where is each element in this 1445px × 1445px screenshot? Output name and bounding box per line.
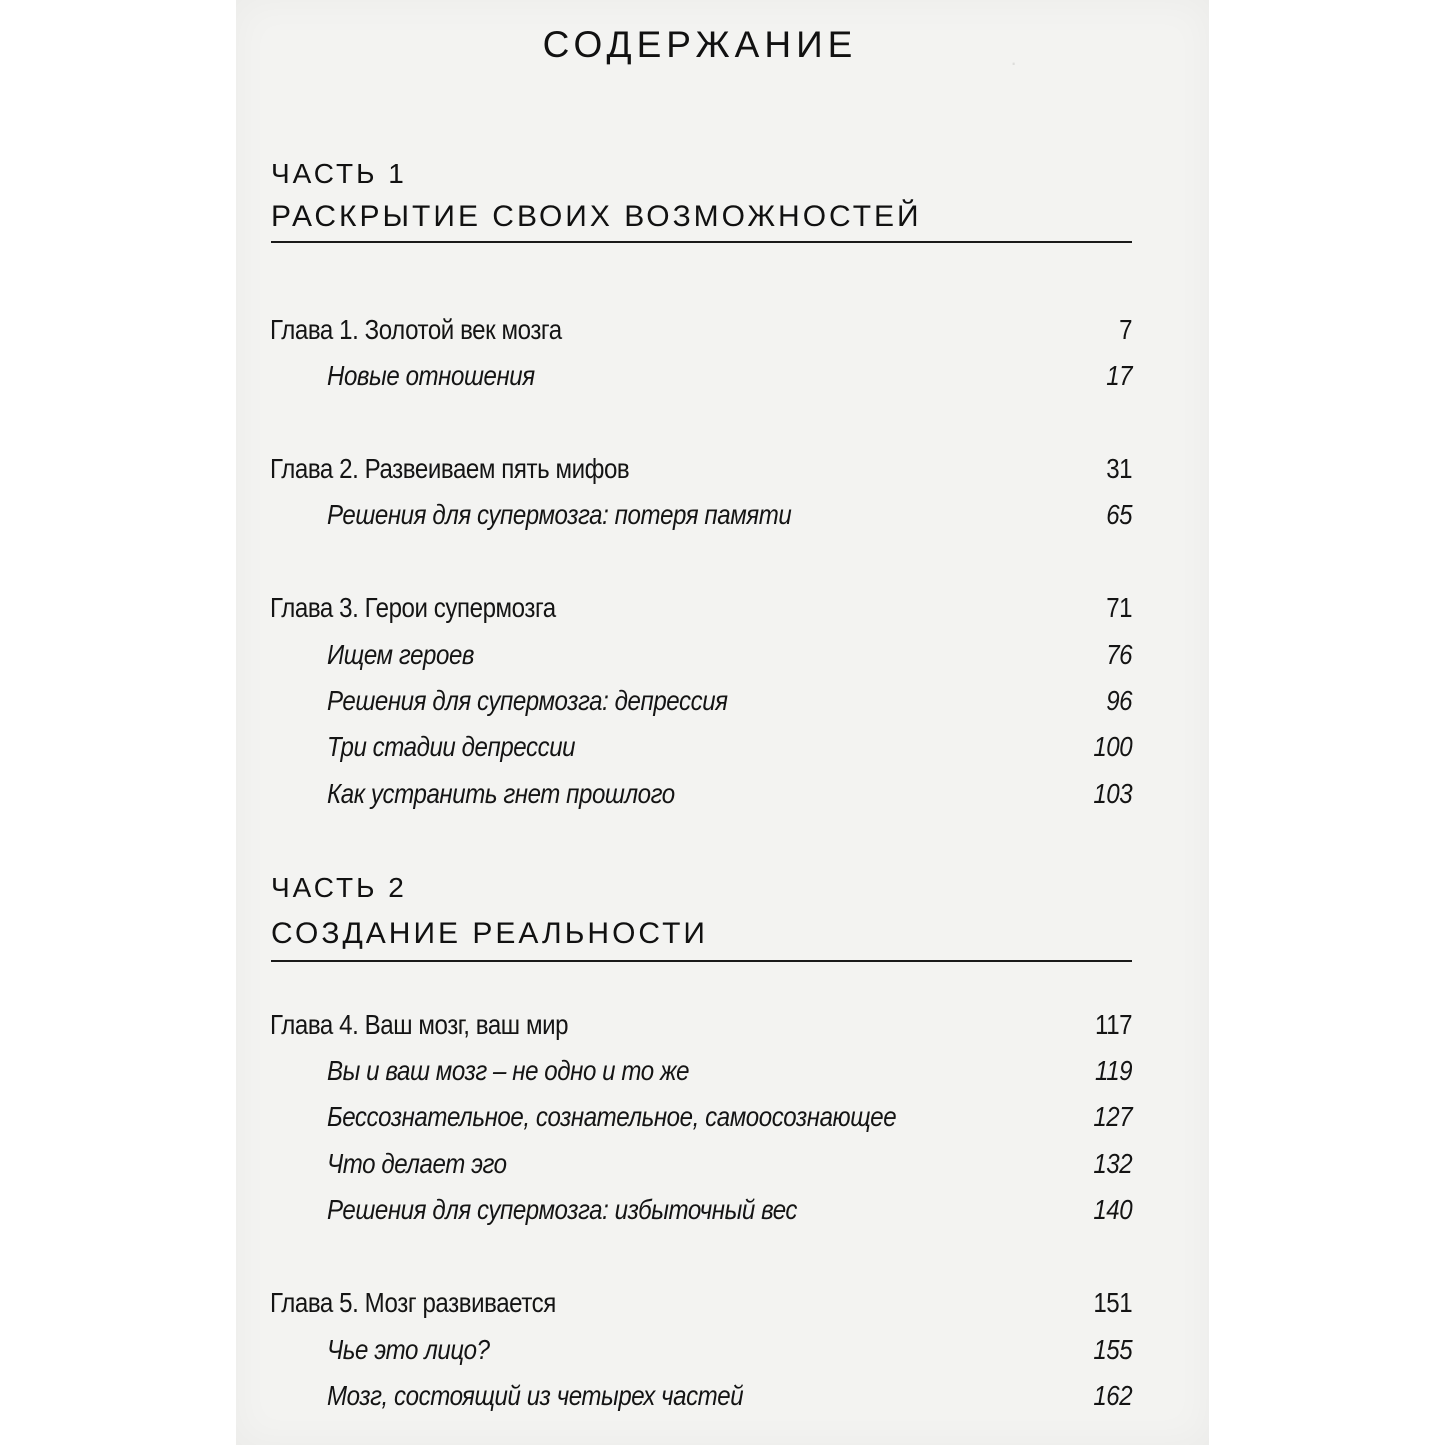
- page-number: 162: [1093, 1380, 1132, 1411]
- page-number: 127: [1093, 1101, 1132, 1132]
- page-number: 103: [1093, 778, 1132, 809]
- toc-chapter: [270, 453, 1132, 489]
- toc-section: [327, 731, 1132, 767]
- section-title: Три стадии депрессии: [327, 731, 576, 762]
- section-title: Решения для супермозга: депрессия: [327, 685, 728, 716]
- chapter-title: Глава 2. Развеиваем пять мифов: [270, 453, 630, 484]
- section-title: Ищем героев: [327, 639, 475, 670]
- page-number: 100: [1093, 731, 1132, 762]
- section-title: Бессознательное, сознательное, самоосознающее: [327, 1101, 897, 1132]
- part-divider: [271, 241, 1132, 243]
- section-title: Как устранить гнет прошлого: [327, 778, 675, 809]
- page-number: 132: [1093, 1148, 1132, 1179]
- page-number: 31: [1106, 453, 1132, 484]
- part-divider: [271, 960, 1132, 962]
- toc-section: [327, 1194, 1132, 1230]
- page-number: 117: [1094, 1009, 1132, 1040]
- toc-section: [327, 639, 1132, 675]
- toc-section: [327, 360, 1132, 396]
- show-through-texture: ·: [1010, 50, 1018, 75]
- part-title: СОЗДАНИЕ РЕАЛЬНОСТИ: [271, 917, 708, 950]
- page-number: 140: [1093, 1194, 1132, 1225]
- page-number: 151: [1093, 1287, 1132, 1318]
- toc-chapter: [270, 1009, 1132, 1045]
- chapter-title: Глава 3. Герои супермозга: [270, 592, 556, 623]
- section-title: Решения для супермозга: избыточный вес: [327, 1194, 798, 1225]
- toc-section: [327, 1380, 1132, 1416]
- toc-section: [327, 499, 1132, 535]
- toc-section: [327, 778, 1132, 814]
- chapter-title: Глава 1. Золотой век мозга: [270, 314, 562, 345]
- section-title: Что делает эго: [327, 1148, 507, 1179]
- toc-section: [327, 1101, 1132, 1137]
- page-number: 17: [1106, 360, 1132, 391]
- page-title: СОДЕРЖАНИЕ: [542, 24, 858, 65]
- section-title: Новые отношения: [327, 360, 535, 391]
- page-number: 119: [1094, 1055, 1132, 1086]
- chapter-title: Глава 4. Ваш мозг, ваш мир: [270, 1009, 569, 1040]
- toc-section: [327, 1334, 1132, 1370]
- page-number: 155: [1093, 1334, 1132, 1365]
- section-title: Мозг, состоящий из четырех частей: [327, 1380, 744, 1411]
- page-number: 65: [1106, 499, 1132, 530]
- section-title: Решения для супермозга: потеря памяти: [327, 499, 792, 530]
- toc-chapter: [270, 592, 1132, 628]
- page-number: 76: [1106, 639, 1132, 670]
- page-number: 96: [1106, 685, 1132, 716]
- toc-section: [327, 1055, 1132, 1091]
- page-number: 7: [1119, 314, 1132, 345]
- chapter-title: Глава 5. Мозг развивается: [270, 1287, 556, 1318]
- page-number: 71: [1106, 592, 1132, 623]
- toc-section: [327, 685, 1132, 721]
- part-label: ЧАСТЬ 2: [271, 872, 407, 903]
- section-title: Вы и ваш мозг – не одно и то же: [327, 1055, 690, 1086]
- toc-section: [327, 1148, 1132, 1184]
- toc-chapter: [270, 1287, 1132, 1323]
- toc-chapter: [270, 314, 1132, 350]
- part-title: РАСКРЫТИЕ СВОИХ ВОЗМОЖНОСТЕЙ: [271, 200, 922, 233]
- part-label: ЧАСТЬ 1: [271, 158, 407, 189]
- section-title: Чье это лицо?: [327, 1334, 490, 1365]
